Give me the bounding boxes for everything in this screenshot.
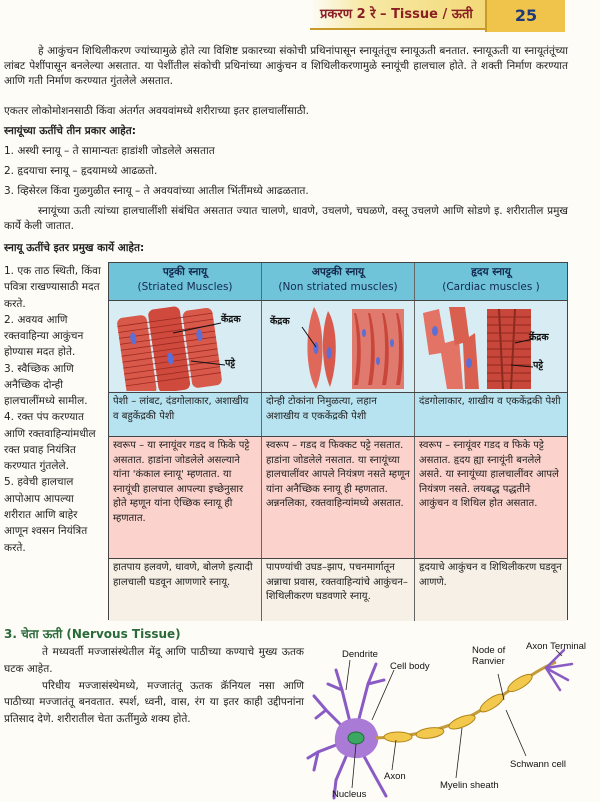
label-myelin-sheath: Myelin sheath [440, 780, 499, 791]
table-image-row [109, 301, 567, 393]
header-cardiac [415, 263, 567, 300]
label-nucleus: केंद्रक [529, 332, 549, 343]
nervous-paragraph-2: परिधीय मज्जासंस्थेमध्ये, मज्जातंतू ऊतक क्रॅनियल नसा आणि पाठीच्या मज्जातंतू बनवतात. स्पर्श, ध्वनी, वास, रंग या इतर काही उद्दीपनांना प्रतिसाद देणे. शरीरातील चेता ऊतींमुळे शक्य होते. [4, 679, 304, 726]
table-shape-row [109, 393, 567, 437]
header-title: हृदय स्नायू [471, 266, 511, 278]
function-cardiac: हृदयाचे आकुंचन व शिथिलीकरण घडवून आणणे. [419, 562, 562, 588]
functions-line: आणि रक्तवाहिन्यांमधील [4, 427, 96, 440]
functions-line: 4. रक्त पंप करण्यात [4, 411, 85, 424]
functions-line: 3. स्वैच्छिक आणि [4, 362, 74, 375]
form-striated: स्वरूप – या स्नायूंवर गडद व फिके पट्टे असतात. हाडांना जोडलेले असल्याने यांना 'कंकाल स्नायू' म्हणतात. या स्नायूंची हालचाल आपल्या इच्छेनुसार होते म्हणून यांना ऐच्छिक स्नायू ही म्हणतात. [109, 437, 262, 558]
label-nucleus: Nucleus [332, 789, 367, 800]
page-header [0, 0, 600, 34]
label-cell-body: Cell body [390, 661, 430, 672]
table-function-row [109, 559, 567, 621]
page-number: 25 [485, 0, 565, 32]
functions-line: आपोआप आपल्या [4, 492, 74, 505]
form-cardiac: स्वरूप – स्नायूंवर गडद व फिके पट्टे असतात. हृदय ह्या स्नायूंनी बनलेले असते. या स्नायूंच्या हालचालींवर आपले नियंत्रण नसते. लयबद्ध पद्धतीने आकुंचन व शिथिल होत असतात. [419, 440, 559, 509]
functions-line: हालचालींमध्ये सामील. [4, 395, 88, 408]
functions-heading: स्नायू ऊतींचे इतर प्रमुख कार्ये आहेत: [4, 242, 145, 254]
header-subtitle: (Non striated muscles) [278, 281, 398, 294]
label-axon: Axon [384, 771, 406, 782]
label-ranvier: Ranvier [472, 656, 505, 667]
intro-paragraph-1: हे आकुंचन शिथिलीकरण ज्यांच्यामुळे होते त्या विशिष्ट प्रकारच्या संकोची प्रथिनांपासून स्नायूतंतूच स्नायूऊती बनतात. स्नायूऊती या स्नायूतंतूंच्या लांबट पेशींपासून बनलेल्या असतात. या पेशींतील संकोची प्रथिनांच्या आकुंचन व शिथिलीकरणामुळे स्नायूंची हालचाल होते. ते शक्ती निर्माण करण्यात आणि गती निर्माण करण्यात गुंतलेले असतात. [4, 45, 568, 88]
header-subtitle: (Cardiac muscles ) [442, 281, 540, 294]
functions-line: आणून श्वसन नियंत्रित [4, 525, 88, 538]
shape-striated: पेशी – लांबट, दंडगोलाकार, अशाखीय व बहुकेंद्रकी पेशी [109, 393, 262, 436]
functions-line: रक्त प्रवाह नियंत्रित [4, 443, 76, 456]
nervous-paragraph-1: ते मध्यवर्ती मज्जासंस्थेतील मेंदू आणि पाठीच्या कण्याचे मुख्य ऊतक घटक आहेत. [4, 646, 304, 675]
header-title: अपट्टकी स्नायू [311, 266, 365, 278]
functions-line: होण्यास मदत होते. [4, 346, 76, 359]
chapter-title: प्रकरण 2 रे – Tissue / ऊती [320, 7, 473, 22]
functions-line: 5. हवेची हालचाल [4, 476, 74, 489]
table-form-row [109, 437, 567, 559]
functions-line: 2. अवयव आणि [4, 313, 68, 326]
header-title: पट्टकी स्नायू [162, 266, 208, 278]
cardiac-muscle-image [415, 301, 567, 392]
nervous-tissue-text [4, 644, 304, 728]
intro-paragraph-3: स्नायूंच्या ऊती त्यांच्या हालचालींशी संबंधित असतात ज्यात चालणे, धावणे, उचलणे, चघळणे, वस्तू उचलणे आणि सोडणे इ. शरीरातील प्रमुख कार्ये केली जातात. [4, 205, 568, 233]
intro-paragraph-2: एकतर लोकोमोशनसाठी किंवा अंतर्गत अवयवांमध्ये शरीराच्या इतर हालचालींसाठी. [4, 105, 309, 117]
functions-line: अनैच्छिक दोन्ही [4, 378, 63, 391]
cardiac-muscle-illustration [419, 303, 564, 391]
label-schwann-cell: Schwann cell [510, 759, 566, 770]
functions-line: शरीरात आणि बाहेर [4, 508, 78, 521]
table-header-row [109, 263, 567, 301]
functions-line: करते. [4, 541, 26, 554]
type-item-1: 1. अस्थी स्नायू – ते सामान्यतः हाडांशी जोडलेले असतात [4, 145, 215, 157]
label-node-of: Node of [472, 645, 506, 656]
functions-line: 1. एक ताठ स्थिती, किंवा [4, 265, 101, 277]
label-nucleus: केंद्रक [270, 316, 290, 327]
functions-list [4, 263, 114, 556]
label-striations: पट्टे [533, 360, 544, 371]
type-item-2: 2. हृदयाचा स्नायू – हृदयामध्ये आढळतो. [4, 165, 158, 177]
neuron-illustration [306, 640, 600, 802]
header-subtitle: (Striated Muscles) [137, 281, 233, 294]
label-dendrite: Dendrite [342, 649, 378, 660]
label-axon-terminal: Axon Terminal [526, 641, 587, 652]
functions-line: करण्यात गुंतलेले. [4, 460, 69, 473]
label-nucleus: केंद्रक [221, 314, 241, 325]
nervous-tissue-heading: 3. चेता ऊती (Nervous Tissue) [4, 627, 181, 641]
function-striated: हातपाय हलवणे, धावणे, बोलणे इत्यादी हालचाली घडवून आणणारे स्नायू. [109, 559, 262, 621]
neuron-diagram [306, 640, 600, 802]
types-heading: स्नायूंच्या ऊतींचे तीन प्रकार आहेत: [4, 125, 136, 137]
shape-non-striated: दोन्ही टोकांना निमुळत्या, लहान अशाखीय व एककेंद्रकी पेशी [262, 393, 415, 436]
label-striations: पट्टे [225, 358, 236, 369]
functions-line: पवित्रा राखण्यासाठी मदत [4, 281, 100, 294]
form-non-striated: स्वरूप – गडद व फिक्कट पट्टे नसतात. हाडांना जोडलेले नसतात. या स्नायूंच्या हालचालींवर आपले नियंत्रण नसते म्हणून यांना अनैच्छिक स्नायू ही म्हणतात. अन्ननलिका, रक्तवाहिन्यांमध्ये असतात. [262, 437, 415, 558]
header-striated [109, 263, 262, 300]
shape-cardiac: दंडगोलाकार, शाखीय व एककेंद्रकी पेशी [419, 396, 561, 407]
smooth-muscle-image [262, 301, 415, 392]
striated-muscle-image [109, 301, 262, 392]
functions-line: करते. [4, 297, 26, 310]
header-non-striated [262, 263, 415, 300]
functions-line: रक्तवाहिन्या आकुंचन [4, 330, 84, 343]
type-item-3: 3. व्हिसेरल किंवा गुळगुळीत स्नायू – ते अवयवांच्या आतील भिंतींमध्ये आढळतात. [4, 185, 309, 197]
muscle-comparison-table [108, 262, 568, 620]
function-non-striated: पापण्यांची उघड–झाप, पचनमार्गातून अन्नाचा प्रवास, रक्तवाहिन्यांचे आकुंचन–शिथिलीकरण घडवणारे स्नायू. [262, 559, 415, 621]
